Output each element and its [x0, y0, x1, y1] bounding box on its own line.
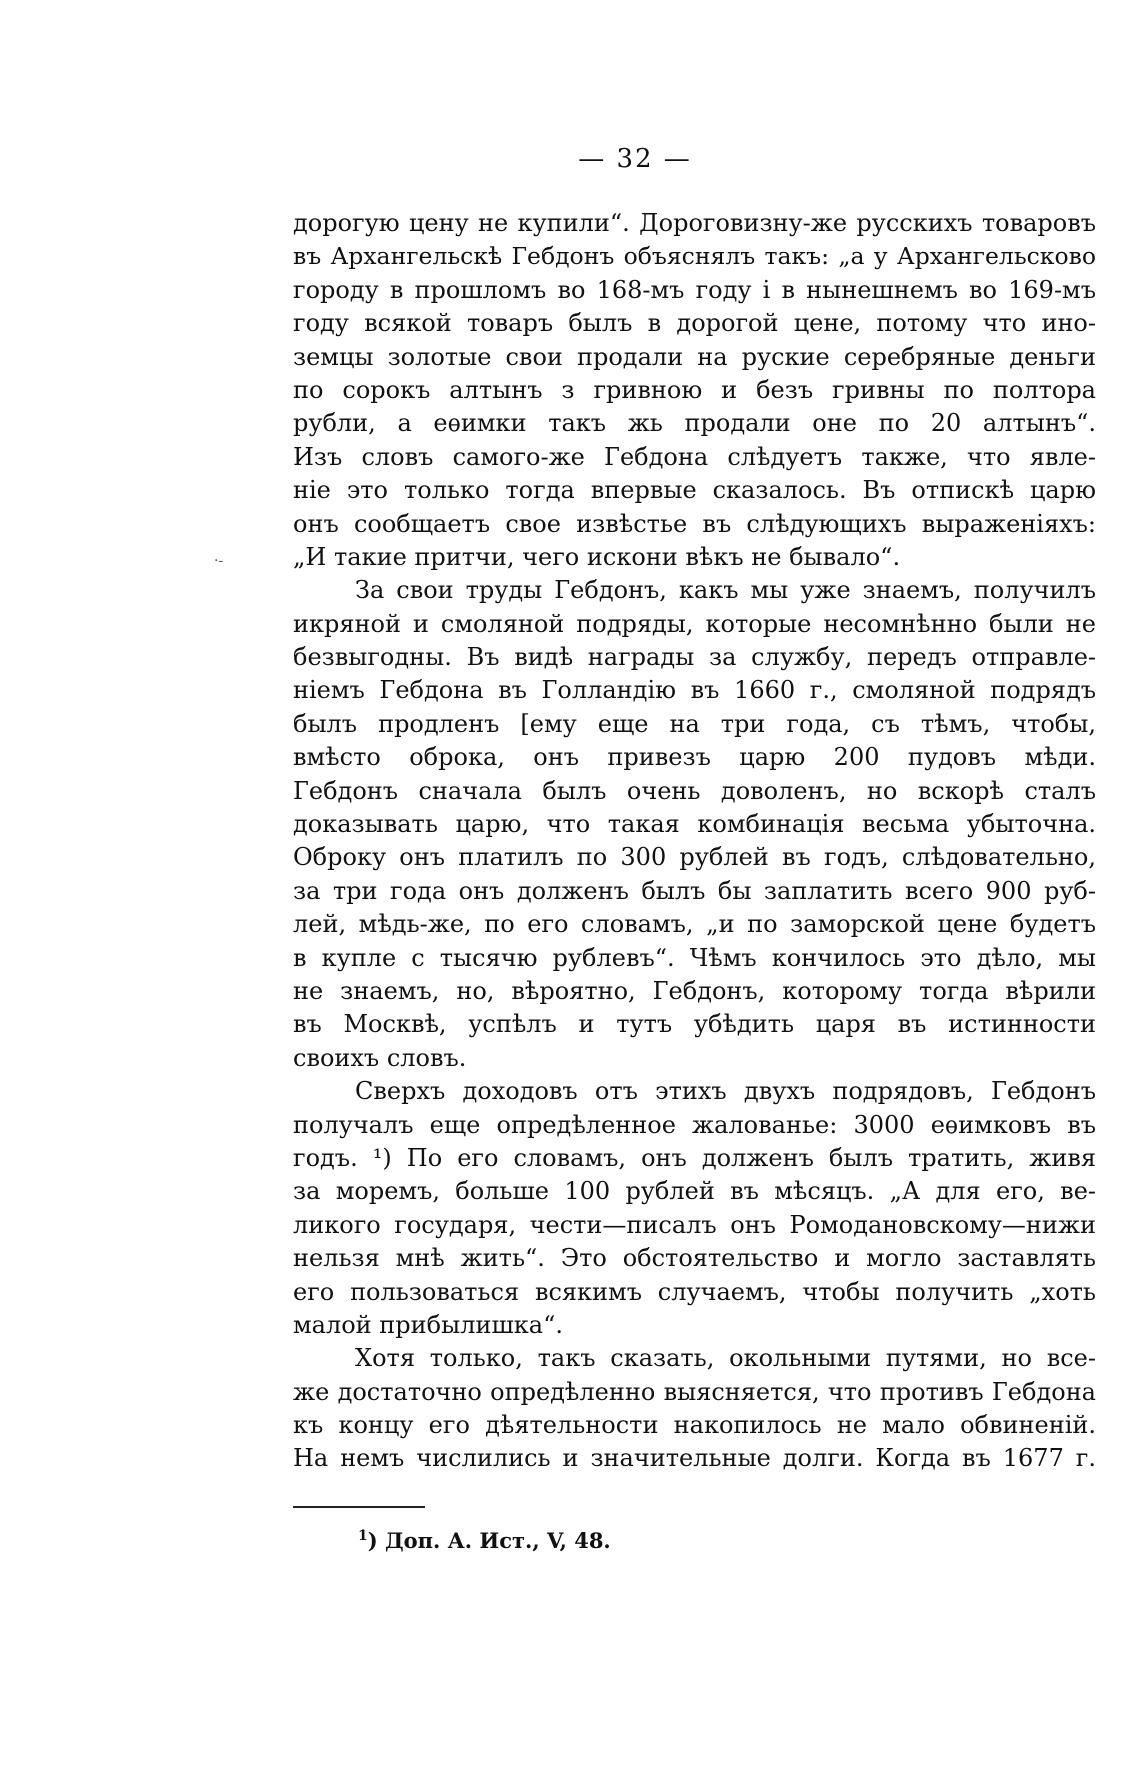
text-line: своихъ словъ. [293, 1043, 467, 1072]
text-line: в купле с тысячю рублевъ“. Чѣмъ кончилось это дѣло, мы [293, 943, 1096, 972]
text-line: земцы золотые свои продали на руские серебряные деньги [293, 342, 1096, 371]
page-number: — 32 — [578, 144, 692, 174]
text-line: На немъ числились и значительные долги. Когда въ 1677 г. [293, 1444, 1096, 1473]
footnote [358, 1522, 611, 1555]
text-line: получалъ еще опредѣленное жалованье: 3000 еѳимковъ въ [293, 1110, 1096, 1139]
text-line: городу в прошломъ во 168-мъ году і в нынешнемъ во 169-мъ [293, 275, 1096, 304]
text-line: ніемъ Гебдона въ Голландію въ 1660 г., смоляной подрядъ [293, 676, 1096, 705]
text-line: Изъ словъ самого-же Гебдона слѣдуетъ также, что явле- [293, 442, 1096, 471]
text-line: За свои труды Гебдонъ, какъ мы уже знаемъ, получилъ [355, 576, 1096, 605]
text-line: по сорокъ алтынъ з гривною и безъ гривны по полтора [293, 375, 1096, 404]
text-line: икряной и смоляной подряды, которые несомнѣнно были не [293, 609, 1096, 638]
margin-mark: ·- [214, 553, 224, 569]
text-line: Оброку онъ платилъ по 300 рублей въ годъ, слѣдовательно, [293, 843, 1096, 872]
text-line: Хотя только, такъ сказать, окольными путями, но все- [355, 1344, 1096, 1373]
text-line: Сверхъ доходовъ отъ этихъ двухъ подрядовъ, Гебдонъ [355, 1077, 1096, 1106]
text-line: къ концу его дѣятельности накопилось не мало обвиненій. [293, 1411, 1096, 1440]
footnote-divider [293, 1506, 425, 1508]
text-line: малой прибылишка“. [293, 1310, 563, 1339]
text-line: вмѣсто оброка, онъ привезъ царю 200 пудовъ мѣди. [293, 743, 1096, 772]
text-line: рубли, а еѳимки такъ жь продали оне по 20 алтынъ“. [293, 409, 1096, 438]
text-line: нельзя мнѣ жить“. Это обстоятельство и могло заставлять [293, 1244, 1096, 1273]
text-line: доказывать царю, что такая комбинація весьма убыточна. [293, 810, 1096, 839]
text-line: за моремъ, больше 100 рублей въ мѣсяцъ. „А для его, ве- [293, 1177, 1096, 1206]
text-line: Гебдонъ сначала былъ очень доволенъ, но вскорѣ сталъ [293, 776, 1096, 805]
text-line: за три года онъ долженъ былъ бы заплатить всего 900 руб- [293, 876, 1096, 905]
text-line: годъ. ¹) По его словамъ, онъ долженъ былъ тратить, живя [293, 1143, 1096, 1172]
text-line: же достаточно опредѣленно выясняется, что противъ Гебдона [293, 1377, 1096, 1406]
text-line: ликого государя, чести—писалъ онъ Ромодановскому—нижи [293, 1210, 1096, 1239]
body-text [293, 207, 1096, 1476]
text-line: дорогую цену не купили“. Дороговизну-же русскихъ товаровъ [293, 209, 1096, 237]
text-line: безвыгодны. Въ видѣ награды за службу, передъ отправле- [293, 643, 1096, 672]
text-line: не знаемъ, но, вѣроятно, Гебдонъ, которому тогда вѣрили [293, 976, 1096, 1005]
text-line: онъ сообщаетъ свое извѣстье въ слѣдующихъ выраженіяхъ: [293, 509, 1096, 538]
text-line: году всякой товаръ былъ в дорогой цене, потому что ино- [293, 309, 1096, 338]
footnote-marker: 1 [358, 1528, 368, 1544]
text-line: былъ продленъ [ему еще на три года, съ тѣмъ, чтобы, [293, 709, 1096, 738]
text-line: въ Москвѣ, успѣлъ и тутъ убѣдить царя въ истинности [293, 1010, 1096, 1039]
footnote-text: ) Доп. А. Ист., V, 48. [367, 1528, 611, 1553]
text-line: „И такие притчи, чего искони вѣкъ не бывало“. [293, 542, 901, 571]
text-line: лей, мѣдь-же, по его словамъ, „и по заморской цене будетъ [293, 910, 1096, 939]
text-line: ніе это только тогда впервые сказалось. Въ отпискѣ царю [293, 476, 1096, 505]
text-line: въ Архангельскѣ Гебдонъ объяснялъ такъ: „а у Архангельсково [293, 242, 1096, 271]
text-line: его пользоваться всякимъ случаемъ, чтобы получить „хоть [293, 1277, 1096, 1306]
